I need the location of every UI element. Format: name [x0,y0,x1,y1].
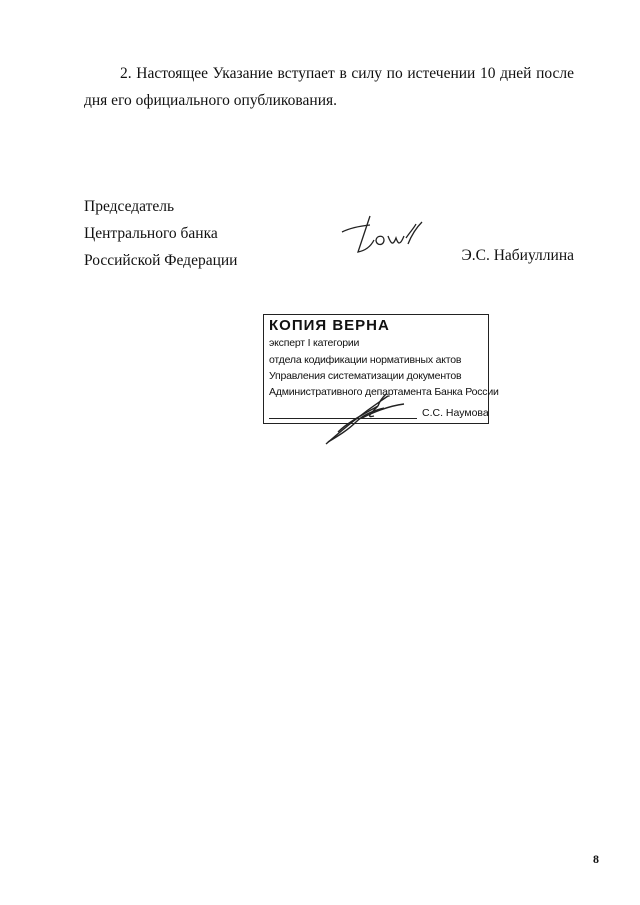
chairman-signature [336,210,426,260]
stamp-title: КОПИЯ ВЕРНА [269,317,390,334]
paragraph-line-2: дня его официального опубликования. [84,92,338,109]
stamp-line-1: эксперт I категории [269,337,360,349]
paragraph-line-1: 2. Настоящее Указание вступает в силу по истечении 10 дней после [120,65,574,82]
stamp-line-3: Управления систематизации документов [269,370,462,382]
signatory-title [84,193,237,274]
signatory-title-line-2: Центрального банка [84,225,218,242]
body-paragraph [84,60,574,114]
stamp-line-2: отдела кодификации нормативных актов [269,354,462,366]
copy-signature [318,392,408,448]
signatory-title-line-1: Председатель [84,198,175,215]
page-number: 8 [593,852,599,866]
signatory-name: Э.С. Набиуллина [461,247,574,264]
signatory-title-line-3: Российской Федерации [84,252,238,269]
stamp-line-4: Административного департамента Банка России [269,386,499,398]
stamp-signer-name: С.С. Наумова [422,407,489,419]
